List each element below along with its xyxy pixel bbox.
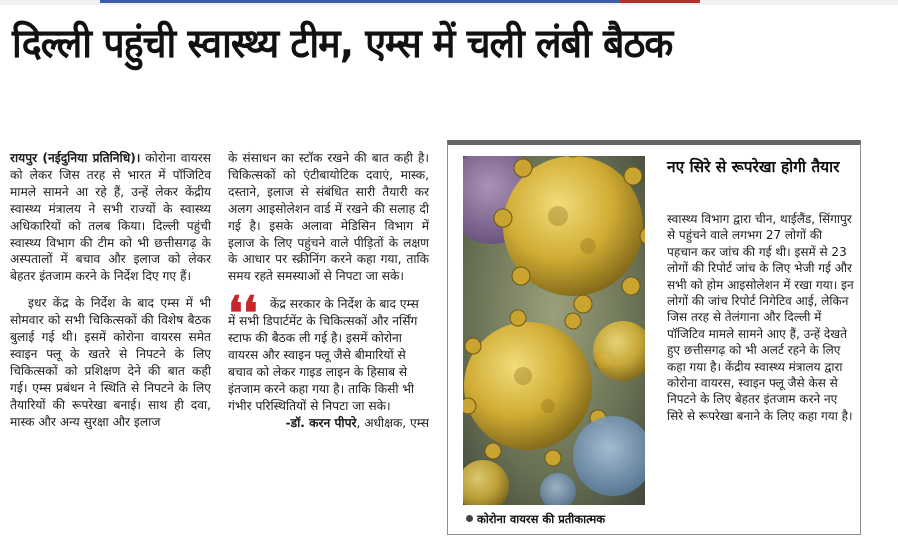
sidebar-box — [447, 140, 861, 535]
quote-author-role: , अधीक्षक, एम्स — [356, 415, 429, 430]
sidebar-body-text: स्वास्थ्य विभाग द्वारा चीन, थाईलैंड, सिंगापुर से पहुंचने वाले लगभग 27 लोगों की पहचान कर जांच की गई थी। इसमें से 23 लोगों की रिपोर्ट जांच के लिए भेजी गई और सभी को होम आइसोलेशन में रखा गया। इन लोगों की जांच रिपोर्ट निगेटिव आई, लेकिन जिस तरह से तेलंगाना और दिल्ली में पॉजिटिव मामले सामने आए हैं, उन्हें देखते हुए छत्तीसगढ़ को भी अलर्ट रहने के लिए कहा गया है। केंद्रीय स्वास्थ्य मंत्रालय द्वारा कोरोना वायरस, स्वाइन फ्लू जैसे केस से निपटने के लिए बेहतर इंतजाम करने नए सिरे से रूपरेखा बनाने के लिए कहा गया है। — [667, 212, 854, 423]
quote-mark-icon: ❛❛ — [228, 286, 258, 341]
article-para-1 — [10, 150, 211, 285]
article-para-1-text: कोरोना वायरस को लेकर जिस तरह से भारत में पॉजिटिव मामले सामने आ रहे हैं, उन्हें लेकर केंद्रीय स्वास्थ्य मंत्रालय ने सभी राज्यों के स्वास्थ्य अधिकारियों को तलब किया। दिल्ली पहुंची स्वास्थ्य विभाग की टीम को भी छत्तीसगढ़ के अस्पतालों में बचाव और इलाज को लेकर बेहतर इंतजाम करने के निर्देश दिए गए हैं। — [10, 151, 211, 284]
dateline: रायपुर (नईदुनिया प्रतिनिधि)। — [10, 151, 141, 165]
photo-caption-text: कोरोना वायरस की प्रतीकात्मक — [477, 512, 606, 526]
sidebar-title: नए सिरे से रूपरेखा होगी तैयार — [667, 158, 840, 176]
sidebar-body — [667, 211, 854, 424]
virus-photo — [463, 156, 645, 505]
article-para-2: इधर केंद्र के निर्देश के बाद एम्स में भी सोमवार को सभी चिकित्सकों की विशेष बैठक बुलाई गई थी। इसमें कोरोना वायरस समेत स्वाइन फ्लू के खतरे से निपटने के लिए चिकित्सकों को प्रशिक्षण देने की बात कही गई। एम्स प्रबंधन ने स्थिति से निपटने के लिए तैयारियों की रूपरेखा बनाई। साथ ही दवा, मास्क और अन्य सुरक्षा और इलाज — [10, 296, 211, 429]
quote-author-name: -डॉ. करन पीपरे — [285, 415, 357, 430]
quote-text: केंद्र सरकार के निर्देश के बाद एम्स में सभी डिपार्टमेंट के चिकित्सकों और नर्सिंग स्टाफ की बैठक ली गई है। इसमें कोरोना वायरस और स्वाइन फ्लू जैसे बीमारियों से बचाव को लेकर गाइड लाइन के हिसाब से इंतजाम करने कहा गया है। ताकि किसी भी गंभीर परिस्थितियों से निपटा जा सके। — [228, 297, 419, 413]
top-strip-red — [620, 0, 700, 3]
coronavirus-illustration — [463, 156, 645, 505]
quote-author — [228, 415, 429, 432]
article-para-2-continued: के संसाधन का स्टॉक रखने की बात कही है। चिकित्सकों को एंटीबायोटिक दवाएं, मास्क, दस्ताने, इलाज से संबंधित सारी तैयारी कर अलग आइसोलेशन वार्ड में रखने की सलाह दी गई है। इसके अलावा मेडिसिन विभाग में इलाज के लिए पहुंचने वाले पीड़ितों के लक्षण के आधार पर स्क्रीनिंग करने कहा गया, ताकि समय रहते समस्याओं से निपटा जा सके। — [228, 151, 429, 284]
headline: दिल्ली पहुंची स्वास्थ्य टीम, एम्स में चली लंबी बैठक — [12, 21, 673, 67]
article-column-2 — [228, 150, 429, 432]
top-strip-blue — [100, 0, 620, 3]
photo-caption — [466, 512, 605, 527]
pull-quote — [228, 286, 429, 431]
top-color-strip — [0, 0, 898, 5]
bullet-icon — [466, 515, 473, 522]
article-column-1 — [10, 150, 211, 431]
